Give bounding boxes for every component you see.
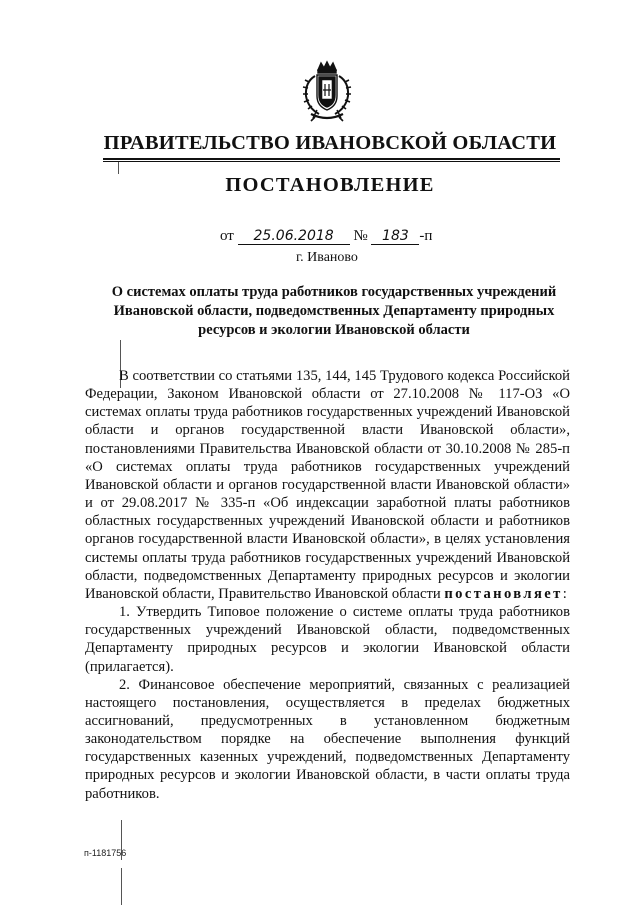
handwritten-date: 25.06.2018 (238, 228, 350, 245)
date-number-line (220, 228, 432, 245)
document-body (85, 367, 570, 803)
item-1-paragraph: 1. Утвердить Типовое положение о системе оплаты труда работников государственных учреждений Ивановской области, подведомственных Департаменту природных ресурсов и экологии Ивановской области (прилагается). (85, 604, 570, 675)
margin-mark-footer (121, 868, 122, 905)
preamble-text: В соответствии со статьями 135, 144, 145 Трудового кодекса Российской Федерации, Законом Ивановской области от 27.10.2008 № 117-ОЗ «О системах оплаты труда работников государственных учреждений Ивановской области и органов государственной власти Ивановской области», постановлениями Правительства Ивановской области от 30.10.2008 № 285-п «О системах оплаты труда работников государственных учреждений Ивановской области и органов государственной власти Ивановской области» и от 29.08.2017 № 335-п «Об индексации заработной платы работников областных государственных учреждений Ивановской области и работников органов государственной власти Ивановской области», в целях установления системы оплаты труда работников государственных учреждений Ивановской области, подведомственных Департаменту природных ресурсов и экологии Ивановской области, Правительство Ивановской области (85, 368, 570, 602)
number-sign: № (353, 228, 368, 244)
resolves-colon: : (562, 585, 567, 602)
resolves-word: постановляет (444, 585, 563, 602)
preamble-paragraph (85, 367, 570, 603)
item-2-paragraph: 2. Финансовое обеспечение мероприятий, связанных с реализацией настоящего постановления, осуществляется в пределах бюджетных ассигнований, предусмотренных в установленном бюджетным законодательством порядке на обеспечение выполнения функций государственных казенных учреждений, подведомственных Департаменту природных ресурсов и экологии Ивановской области, в части оплаты труда работников. (85, 676, 570, 802)
coat-of-arms-icon (297, 60, 357, 124)
handwritten-number: 183 (371, 228, 419, 245)
date-prefix: от (220, 228, 234, 244)
margin-mark-title (118, 162, 119, 174)
document-type-heading: ПОСТАНОВЛЕНИЕ (225, 174, 435, 196)
government-title: ПРАВИТЕЛЬСТВО ИВАНОВСКОЙ ОБЛАСТИ (103, 132, 557, 154)
title-rule (103, 158, 560, 160)
number-suffix: -п (419, 228, 433, 244)
document-subject: О системах оплаты труда работников государственных учреждений Ивановской области, подведомственных Департаменту природных ресурсов и экологии Ивановской области (111, 284, 557, 338)
document-code: п-1181756 (84, 848, 127, 858)
city-line: г. Иваново (296, 250, 358, 265)
title-rule-thin (103, 161, 560, 162)
